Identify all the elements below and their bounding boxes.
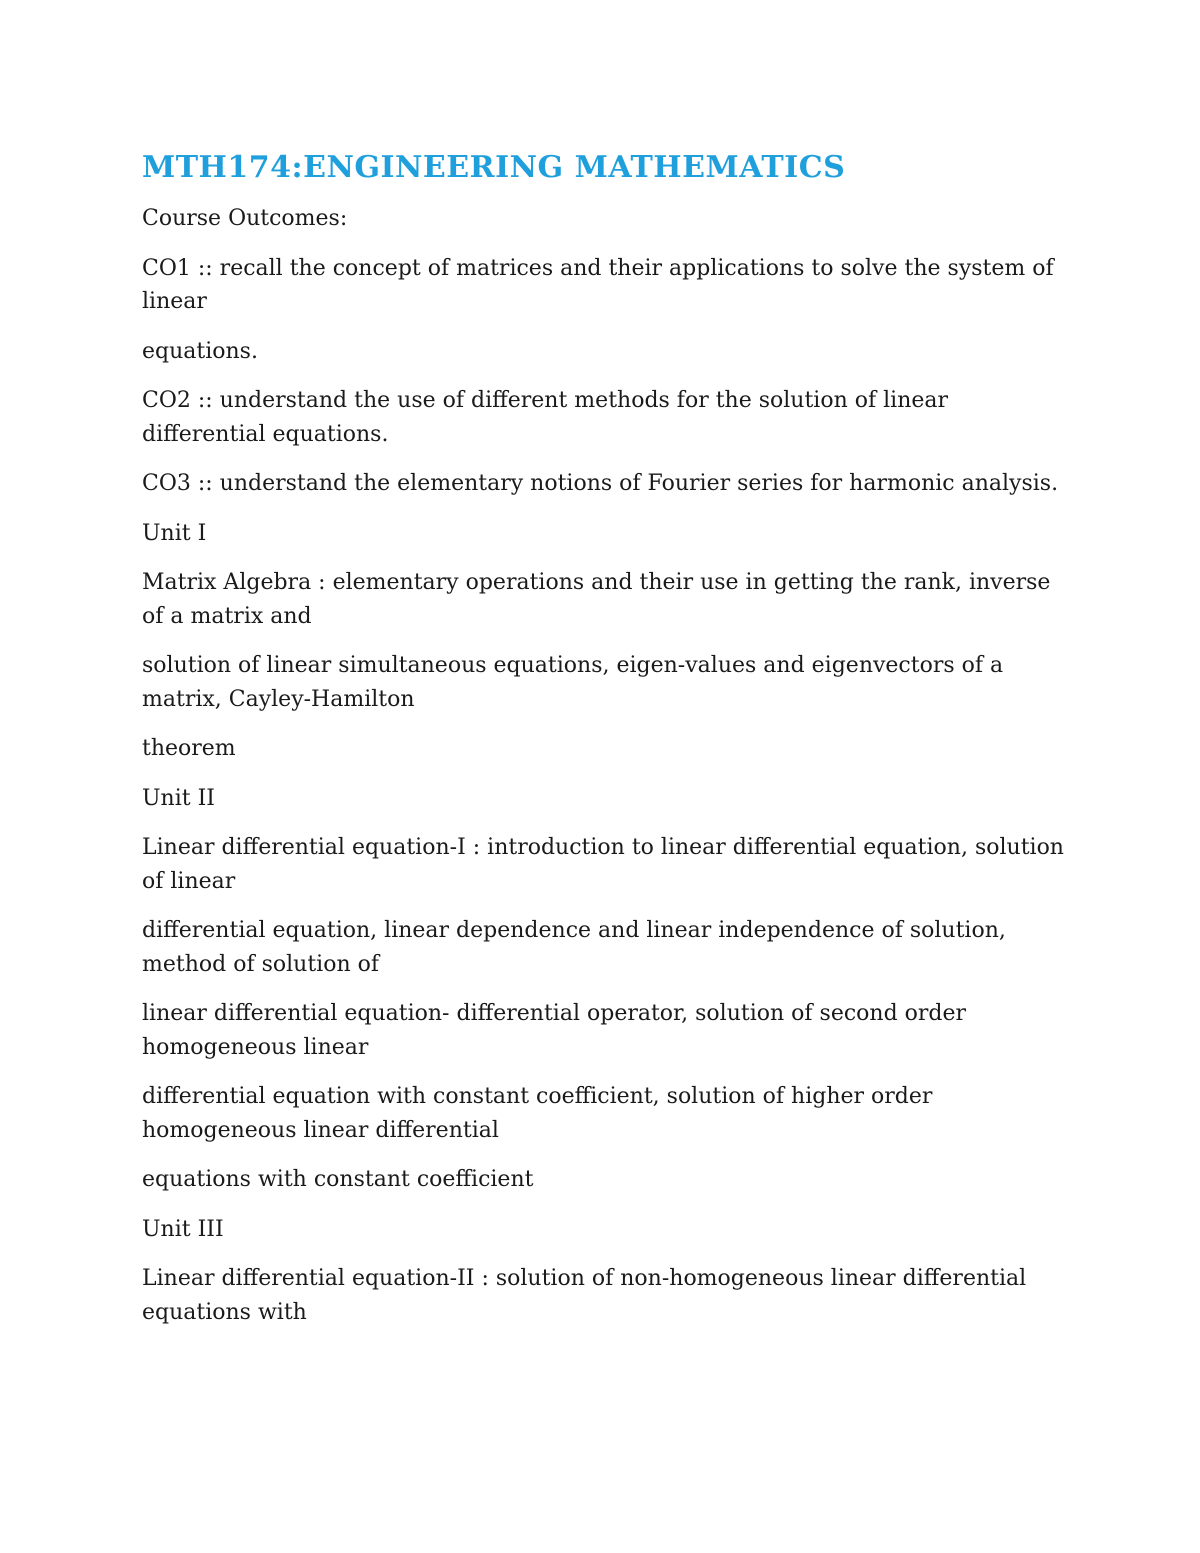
outcome-co2: CO2 :: understand the use of different methods for the solution of linear differential equations. xyxy=(142,388,949,447)
unit-2-text: equations with constant coefficient xyxy=(142,1167,534,1192)
unit-2-text: Linear differential equation-I : introduction to linear differential equation, solution of linear xyxy=(142,835,1064,894)
outcome-co1-continued: equations. xyxy=(142,338,258,364)
unit-1-heading: Unit I xyxy=(142,520,207,546)
unit-2-text: differential equation, linear dependence and linear independence of solution, method of solution of xyxy=(142,918,1006,977)
outcome-co3: CO3 :: understand the elementary notions of Fourier series for harmonic analysis. xyxy=(142,471,1059,496)
course-outcomes-heading: Course Outcomes: xyxy=(142,206,348,231)
outcome-co1: CO1 :: recall the concept of matrices and their applications to solve the system of linear xyxy=(142,255,1054,314)
unit-2-text: differential equation with constant coefficient, solution of higher order homogeneous linear differential xyxy=(142,1084,933,1143)
unit-1-text: solution of linear simultaneous equations, eigen-values and eigenvectors of a matrix, Cayley-Hamilton xyxy=(142,653,1004,712)
unit-2-text: linear differential equation- differential operator, solution of second order homogeneous linear xyxy=(142,1001,967,1060)
document-body xyxy=(142,148,1072,1345)
unit-3-text: Linear differential equation-II : solution of non-homogeneous linear differential equations with xyxy=(142,1266,1027,1325)
unit-1-text: Matrix Algebra : elementary operations and their use in getting the rank, inverse of a matrix and xyxy=(142,570,1051,629)
unit-1-text: theorem xyxy=(142,736,236,761)
unit-3-heading: Unit III xyxy=(142,1216,224,1242)
document-title: MTH174:ENGINEERING MATHEMATICS xyxy=(142,150,846,185)
unit-2-heading: Unit II xyxy=(142,785,215,811)
